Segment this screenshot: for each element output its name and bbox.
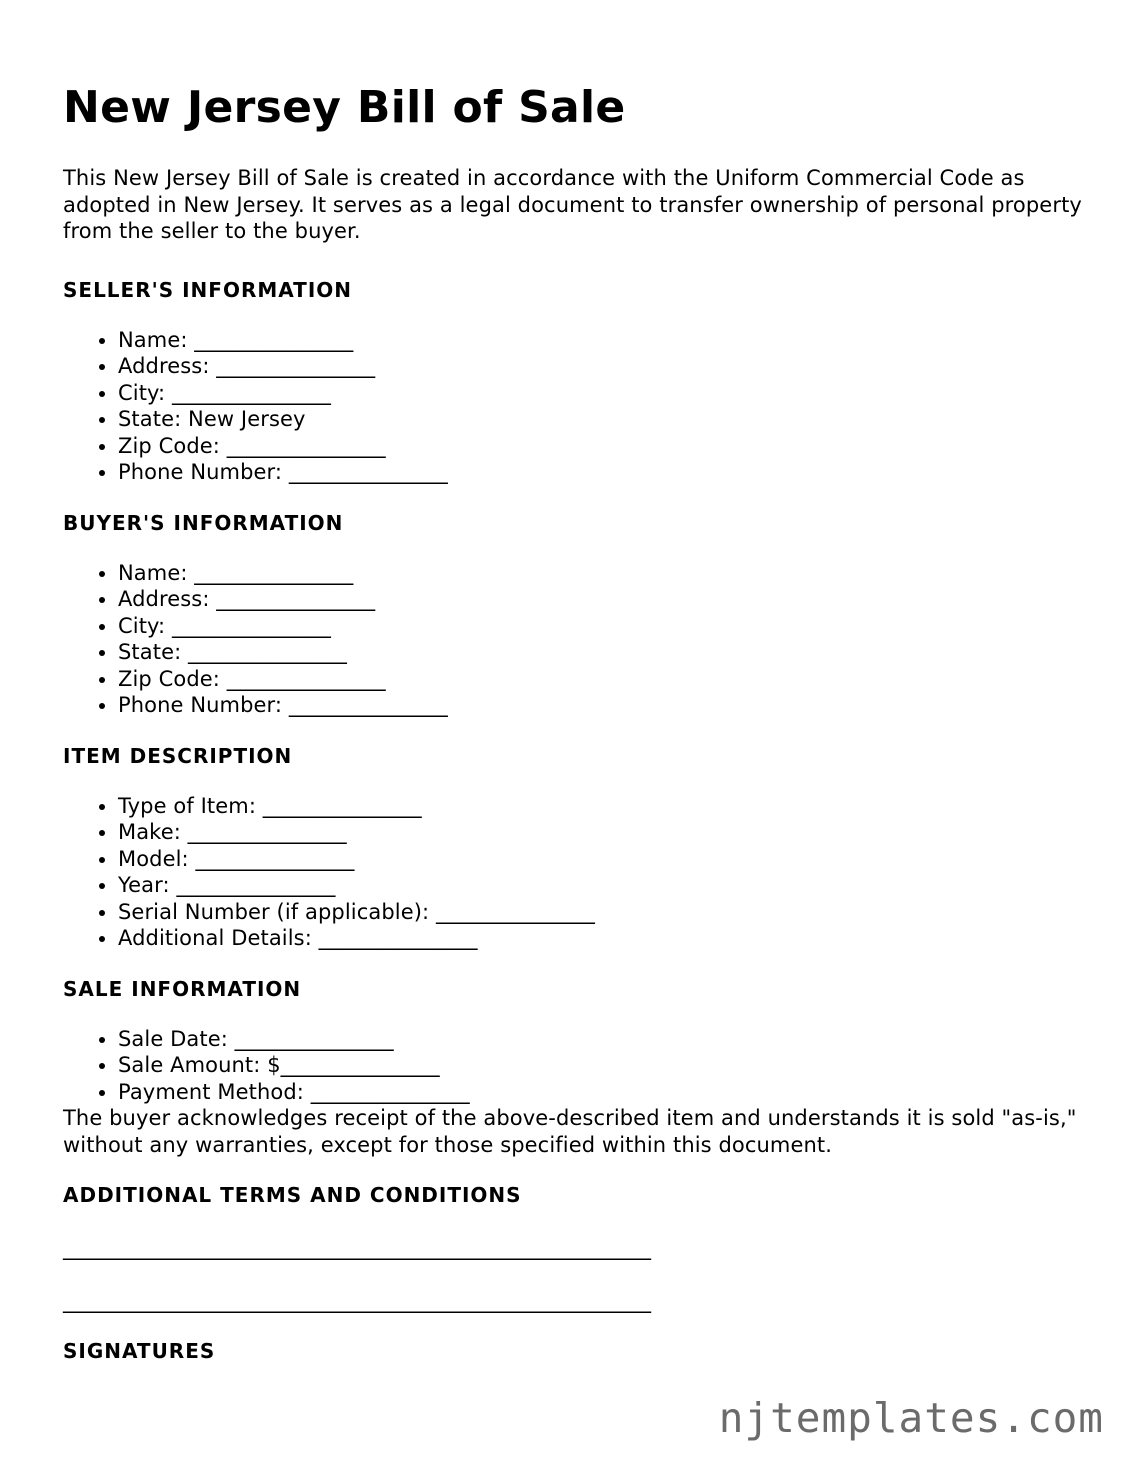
item-details-field: • Additional Details: _______________ (118, 925, 1093, 952)
payment-method-field: • Payment Method: _______________ (118, 1079, 1093, 1106)
seller-zip-field: • Zip Code: _______________ (118, 433, 1093, 460)
seller-phone-field: • Phone Number: _______________ (118, 459, 1093, 486)
seller-heading: SELLER'S INFORMATION (63, 277, 353, 302)
item-make-field: • Make: _______________ (118, 819, 1093, 846)
seller-list (63, 327, 1093, 486)
document-page (63, 80, 1093, 1364)
buyer-zip-field: • Zip Code: _______________ (118, 666, 1093, 693)
terms-line-2: ________________________________________________________ (63, 1288, 651, 1313)
sale-heading: SALE INFORMATION (63, 976, 302, 1001)
buyer-heading: BUYER'S INFORMATION (63, 510, 344, 535)
buyer-list (63, 560, 1093, 719)
item-type-field: • Type of Item: _______________ (118, 793, 1093, 820)
seller-city-field: • City: _______________ (118, 380, 1093, 407)
item-serial-field: • Serial Number (if applicable): _______________ (118, 899, 1093, 926)
signatures-heading: SIGNATURES (63, 1339, 216, 1363)
sale-amount-field: • Sale Amount: $_______________ (118, 1052, 1093, 1079)
buyer-state-field: • State: _______________ (118, 639, 1093, 666)
terms-heading: ADDITIONAL TERMS AND CONDITIONS (63, 1183, 522, 1207)
sale-list (63, 1026, 1093, 1106)
buyer-city-field: • City: _______________ (118, 613, 1093, 640)
buyer-address-field: • Address: _______________ (118, 586, 1093, 613)
site-watermark: njtemplates.com (718, 1394, 1104, 1442)
seller-state-field: • State: New Jersey (118, 406, 1093, 433)
item-year-field: • Year: _______________ (118, 872, 1093, 899)
terms-line-1: ________________________________________________________ (63, 1236, 651, 1260)
intro-paragraph: This New Jersey Bill of Sale is created in accordance with the Uniform Commercial Code as adopted in New Jersey. It serves as a legal document to transfer ownership of personal property from the seller to the buyer. (63, 166, 1082, 243)
item-model-field: • Model: _______________ (118, 846, 1093, 873)
item-list (63, 793, 1093, 952)
document-title: New Jersey Bill of Sale (63, 82, 626, 133)
seller-name-field: • Name: _______________ (118, 327, 1093, 354)
seller-address-field: • Address: _______________ (118, 353, 1093, 380)
buyer-phone-field: • Phone Number: _______________ (118, 692, 1093, 719)
item-heading: ITEM DESCRIPTION (63, 743, 293, 768)
buyer-name-field: • Name: _______________ (118, 560, 1093, 587)
sale-date-field: • Sale Date: _______________ (118, 1026, 1093, 1053)
acknowledgement-paragraph: The buyer acknowledges receipt of the above-described item and understands it is sold "as-is," without any warranties, except for those specified within this document. (63, 1106, 1077, 1157)
